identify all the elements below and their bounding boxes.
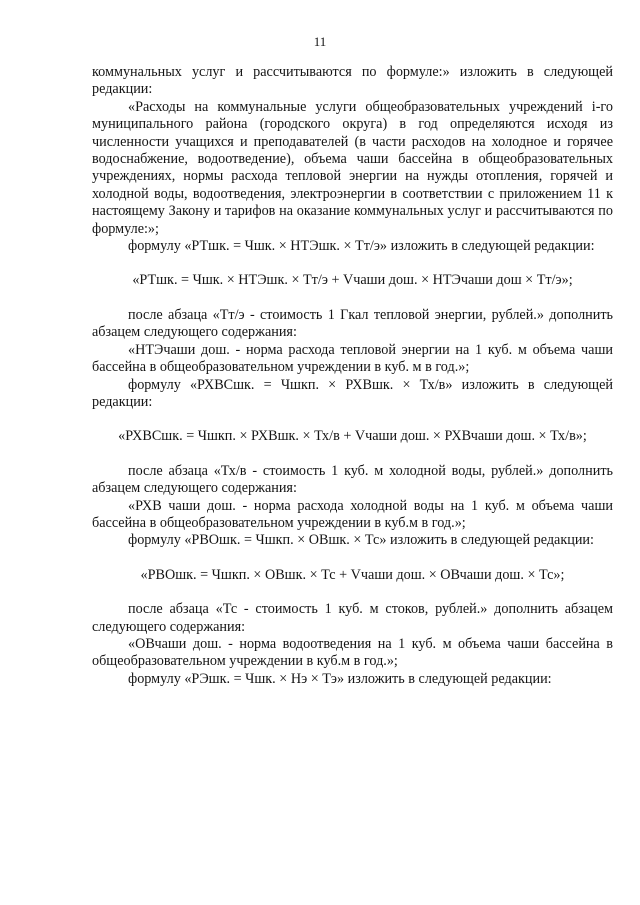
paragraph: «РХВ чаши дош. - норма расхода холодной воды на 1 куб. м объема чаши бассейна в общеобразовательном учреждении в куб.м в год.»; [92,497,613,531]
paragraph: после абзаца «Тс - стоимость 1 куб. м стоков, рублей.» дополнить абзацем следующего содержания: [92,601,613,635]
document-body [92,64,613,688]
paragraph: «Расходы на коммунальные услуги общеобразовательных учреждений i-го муниципального района (городского округа) в год определяются исходя из численности учащихся и преподавателей (в части расходов на холодное и горячее водоснабжение, водоотведение), объема чаши бассейна в общеобразовательных учреждениях, нормы расхода тепловой энергии на нужды отопления, горячей и холодной воды, водоотведения, электроэнергии в соответствии с приложением 11 к настоящему Закону и тарифов на оказание коммунальных услуг и рассчитываются по формуле:»; [92,98,613,237]
paragraph-spacer [92,584,613,601]
paragraph: «ОВчаши дош. - норма водоотведения на 1 куб. м объема чаши бассейна в общеобразовательном учреждении в куб.м в год.»; [92,635,613,670]
formula: «РХВСшк. = Чшкп. × РХВшк. × Тх/в + Vчаши дош. × РХВчаши дош. × Тх/в»; [118,428,587,445]
paragraph-spacer [92,550,613,567]
paragraph-spacer [92,411,613,428]
paragraph: формулу «РЭшк. = Чшк. × Нэ × Тэ» изложить в следующей редакции: [128,670,552,687]
paragraph-spacer [92,255,613,272]
paragraph: формулу «РТшк. = Чшк. × НТЭшк. × Тт/э» изложить в следующей редакции: [128,238,595,255]
paragraph: коммунальных услуг и рассчитываются по формуле:» изложить в следующей редакции: [92,64,613,98]
paragraph: формулу «РВОшк. = Чшкп. × ОВшк. × Тс» изложить в следующей редакции: [128,532,594,549]
page-number: 11 [313,34,327,49]
formula: «РВОшк. = Чшкп. × ОВшк. × Тс + Vчаши дош. × ОВчаши дош. × Тс»; [140,566,565,583]
paragraph: после абзаца «Тх/в - стоимость 1 куб. м холодной воды, рублей.» дополнить абзацем следующего содержания: [92,462,613,497]
formula: «РТшк. = Чшк. × НТЭшк. × Тт/э + Vчаши дош. × НТЭчаши дош × Тт/э»; [132,272,573,289]
paragraph-spacer [92,290,613,307]
paragraph-spacer [92,446,613,463]
paragraph: «НТЭчаши дош. - норма расхода тепловой энергии на 1 куб. м объема чаши бассейна в общеобразовательном учреждении в куб. м в год.»; [92,341,613,376]
paragraph: формулу «РХВСшк. = Чшкп. × РХВшк. × Тх/в» изложить в следующей редакции: [92,376,613,410]
paragraph: после абзаца «Тт/э - стоимость 1 Гкал тепловой энергии, рублей.» дополнить абзацем следующего содержания: [92,306,613,341]
